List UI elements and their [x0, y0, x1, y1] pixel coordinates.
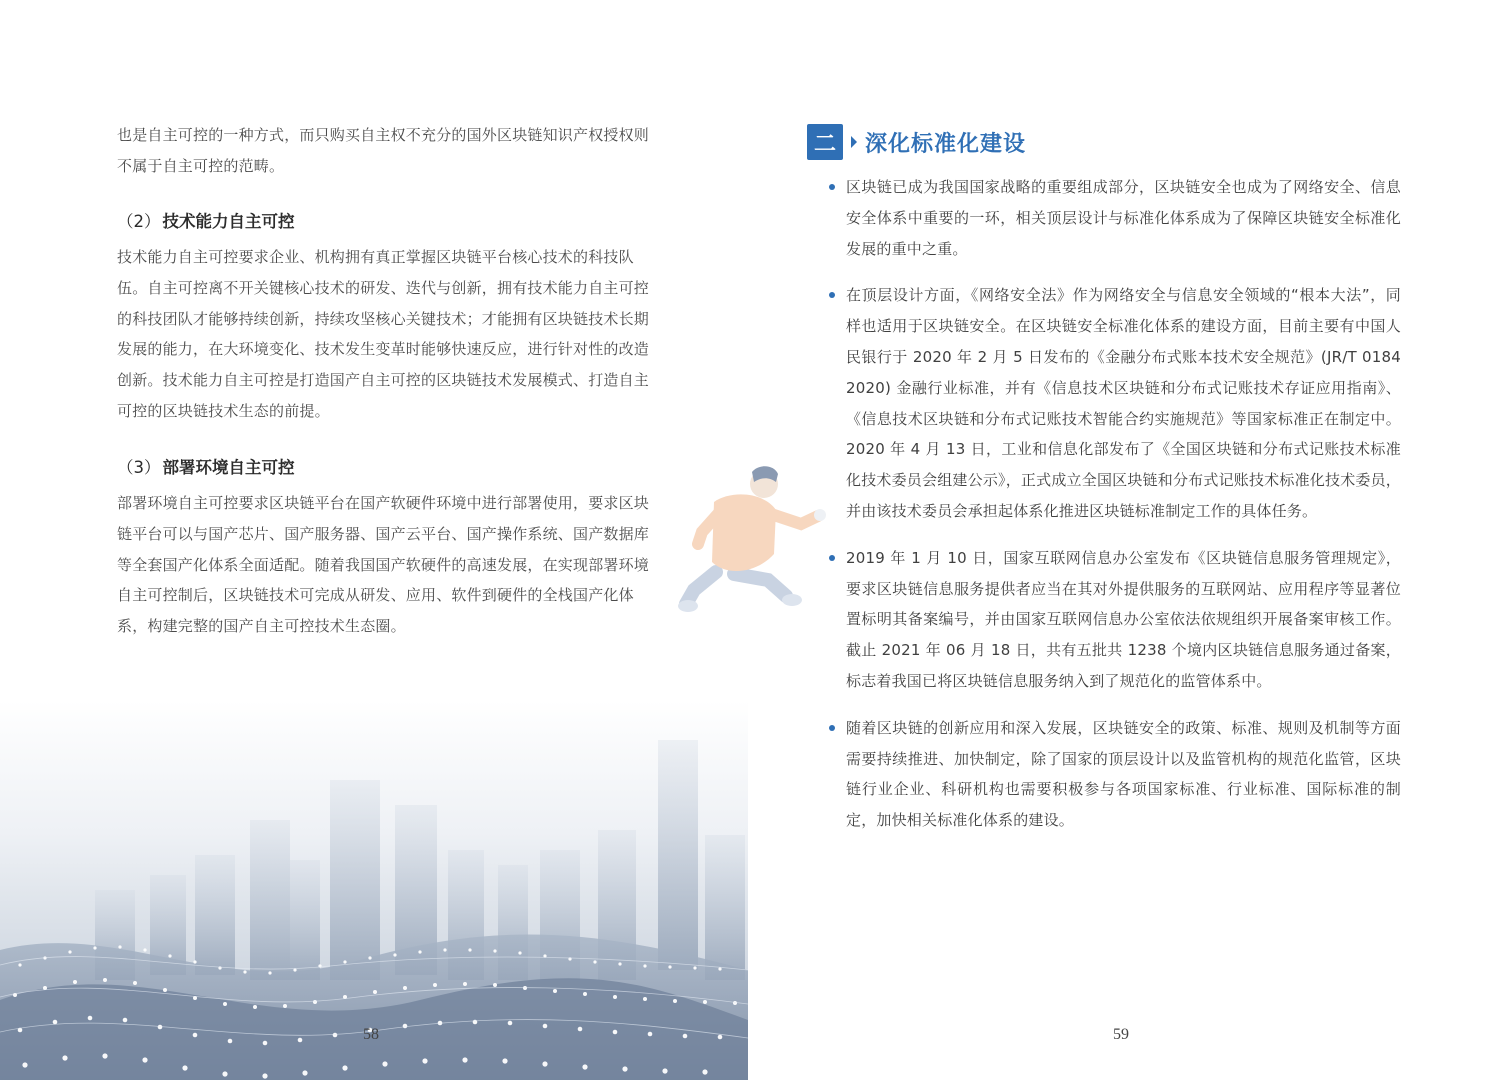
city-network-illustration — [0, 700, 748, 1080]
section-3-body: 部署环境自主可控要求区块链平台在国产软硬件环境中进行部署使用，要求区块链平台可以与国产芯片、国产服务器、国产云平台、国产操作系统、国产数据库等全套国产化体系全面适配。随着我国国产软硬件的高速发展，在实现部署环境自主可控制后，区块链技术可完成从研发、应用、软件到硬件的全栈国产化体系，构建完整的国产自主可控技术生态圈。 — [117, 494, 650, 636]
page-number-left: 58 — [363, 1026, 379, 1043]
section-2-number: （2） — [117, 212, 161, 231]
section-3-block — [117, 454, 652, 642]
section-3-title: 部署环境自主可控 — [162, 458, 295, 477]
right-page — [748, 0, 1495, 1080]
intro-paragraph: 也是自主可控的一种方式，而只购买自主权不充分的国外区块链知识产权授权则不属于自主可控的范畴。 — [117, 126, 650, 175]
bullet-item-1 — [846, 172, 1401, 264]
section-2-heading — [117, 208, 652, 232]
bullet-item-3 — [846, 543, 1401, 697]
section-header — [807, 124, 1026, 160]
section-2-block — [117, 208, 652, 427]
page-number-right: 59 — [1113, 1026, 1129, 1043]
bullet-text-3: 2019 年 1 月 10 日，国家互联网信息办公室发布《区块链信息服务管理规定》，要求区块链信息服务提供者应当在其对外提供服务的互联网站、应用程序等显著位置标明其备案编号，并由国家互联网信息办公室依法依规组织开展备案审核工作。截止 2021 年 06 月 18 日，共有五批共 1238 个境内区块链信息服务通过备案，标志着我国已将区块链信息服务纳入到了规范化的监管体系中。 — [846, 548, 1401, 690]
intro-paragraph-block — [117, 120, 652, 182]
section-3-heading — [117, 454, 652, 478]
section-2-title: 技术能力自主可控 — [162, 212, 295, 231]
caret-right-icon — [851, 136, 857, 148]
bullet-list — [846, 172, 1401, 852]
bullet-text-2: 在顶层设计方面，《网络安全法》作为网络安全与信息安全领域的“根本大法”，同样也适用于区块链安全。在区块链安全标准化体系的建设方面，目前主要有中国人民银行于 2020 年 2 月 5 日发布的《金融分布式账本技术安全规范》(JR/T 0184 2020) 金融行业标准，并有《信息技术区块链和分布式记账技术存证应用指南》、《信息技术区块链和分布式记账技术智能合约实施规范》等国家标准正在制定中。2020 年 4 月 13 日，工业和信息化部发布了《全国区块链和分布式记账技术标准化技术委员会组建公示》，正式成立全国区块链和分布式记账技术标准化技术委员，并由该技术委员会承担起体系化推进区块链标准制定工作的具体任务。 — [846, 286, 1401, 520]
bullet-text-4: 随着区块链的创新应用和深入发展，区块链安全的政策、标准、规则及机制等方面需要持续推进、加快制定，除了国家的顶层设计以及监管机构的规范化监管，区块链行业企业、科研机构也需要积极参与各项国家标准、行业标准、国际标准的制定，加快相关标准化体系的建设。 — [846, 718, 1401, 830]
section-number-badge: 二 — [807, 124, 843, 160]
bullet-item-2 — [846, 280, 1401, 526]
section-2-body: 技术能力自主可控要求企业、机构拥有真正掌握区块链平台核心技术的科技队伍。自主可控离不开关键核心技术的研发、迭代与创新，拥有技术能力自主可控的科技团队才能够持续创新，持续攻坚核心关键技术；才能拥有区块链技术长期发展的能力，在大环境变化、技术发生变革时能够快速反应，进行针对性的改造创新。技术能力自主可控是打造国产自主可控的区块链技术发展模式、打造自主可控的区块链技术生态的前提。 — [117, 248, 650, 420]
bullet-text-1: 区块链已成为我国国家战略的重要组成部分，区块链安全也成为了网络安全、信息安全体系中重要的一环，相关顶层设计与标准化体系成为了保障区块链安全标准化发展的重中之重。 — [846, 178, 1401, 258]
section-title: 深化标准化建设 — [865, 131, 1027, 157]
bullet-item-4 — [846, 713, 1401, 836]
section-3-number: （3） — [117, 458, 161, 477]
